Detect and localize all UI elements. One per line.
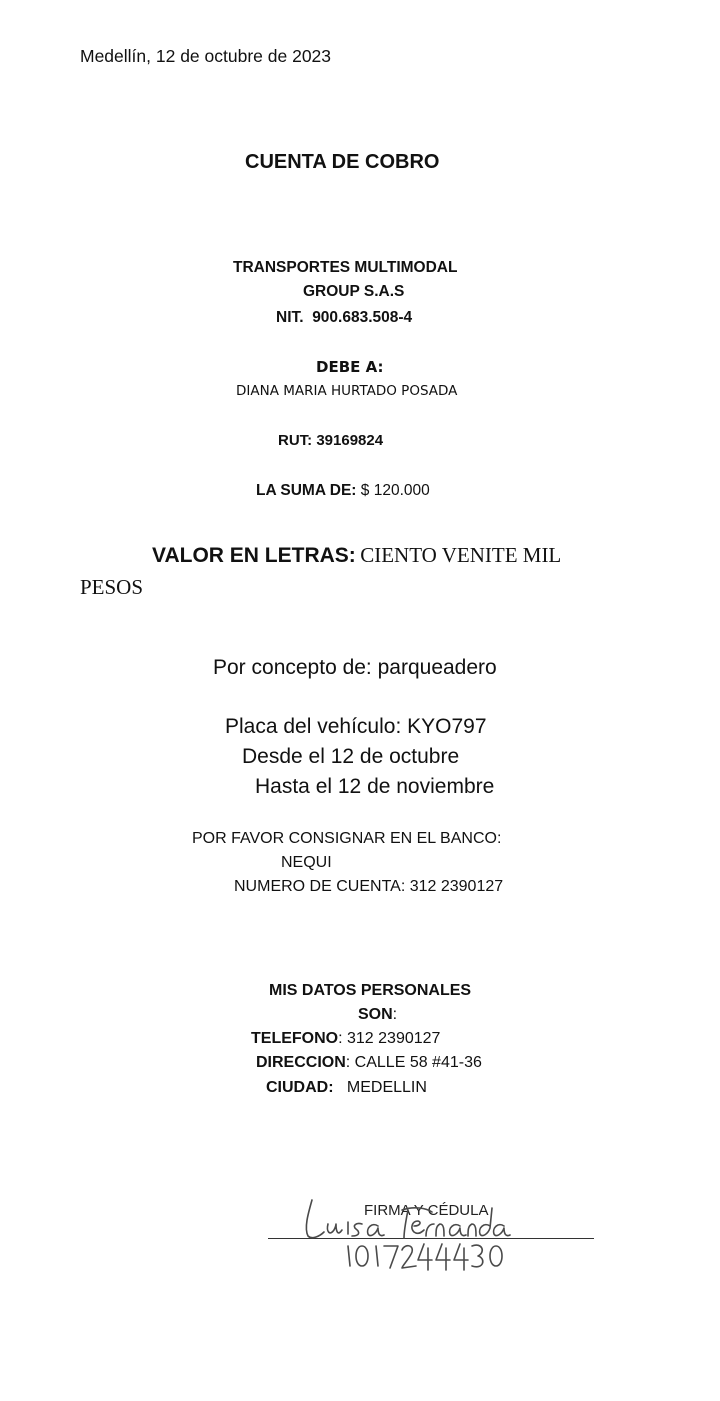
owes-label: DEBE A: [316,358,384,376]
personal-heading-line1: MIS DATOS PERSONALES [269,982,472,999]
concept-text: Por concepto de: parqueadero [213,656,497,679]
debtor-name-line1: TRANSPORTES MULTIMODAL [233,259,458,276]
address-value: : CALLE 58 #41-36 [345,1054,482,1071]
phone-label: TELEFONO [251,1030,339,1047]
creditor-rut [278,432,383,449]
nit-label: NIT. [276,309,304,326]
phone-value: : 312 2390127 [338,1030,441,1047]
amount-words-text: CIENTO VENITE MIL [360,543,562,567]
address-label: DIRECCION [256,1054,346,1071]
nit-value: 900.683.508-4 [312,309,413,326]
rut-label: RUT: [278,432,313,449]
personal-heading-line2: SON: [358,1006,398,1023]
city-value: MEDELLIN [346,1079,427,1096]
bank-name: NEQUI [281,854,332,871]
handwritten-signature [290,1180,520,1275]
personal-heading-son: SON [358,1006,393,1023]
account-number: NUMERO DE CUENTA: 312 2390127 [234,878,504,895]
amount-words-line1 [152,543,561,568]
amount-label: LA SUMA DE: [256,482,357,499]
address-line [256,1054,482,1072]
amount-value: $ 120.000 [360,482,430,499]
document-title: CUENTA DE COBRO [245,151,440,173]
signature-caption: FIRMA Y CÉDULA [364,1202,489,1219]
amount-line [256,482,430,500]
plate-text: Placa del vehículo: KYO797 [225,715,487,738]
debtor-name-line2: GROUP S.A.S [303,283,405,300]
debtor-nit [276,309,412,327]
phone-line [251,1030,440,1048]
to-date-text: Hasta el 12 de noviembre [255,775,495,798]
bank-instruction: POR FAVOR CONSIGNAR EN EL BANCO: [192,830,502,847]
amount-words-line2: PESOS [80,575,144,599]
creditor-name: DIANA MARIA HURTADO POSADA [236,383,458,399]
rut-value: 39169824 [316,432,384,449]
place-date: Medellín, 12 de octubre de 2023 [80,46,332,66]
amount-words-label: VALOR EN LETRAS: [152,544,356,567]
from-date-text: Desde el 12 de octubre [242,745,460,768]
city-label: CIUDAD: [266,1079,334,1096]
city-line [266,1079,427,1097]
